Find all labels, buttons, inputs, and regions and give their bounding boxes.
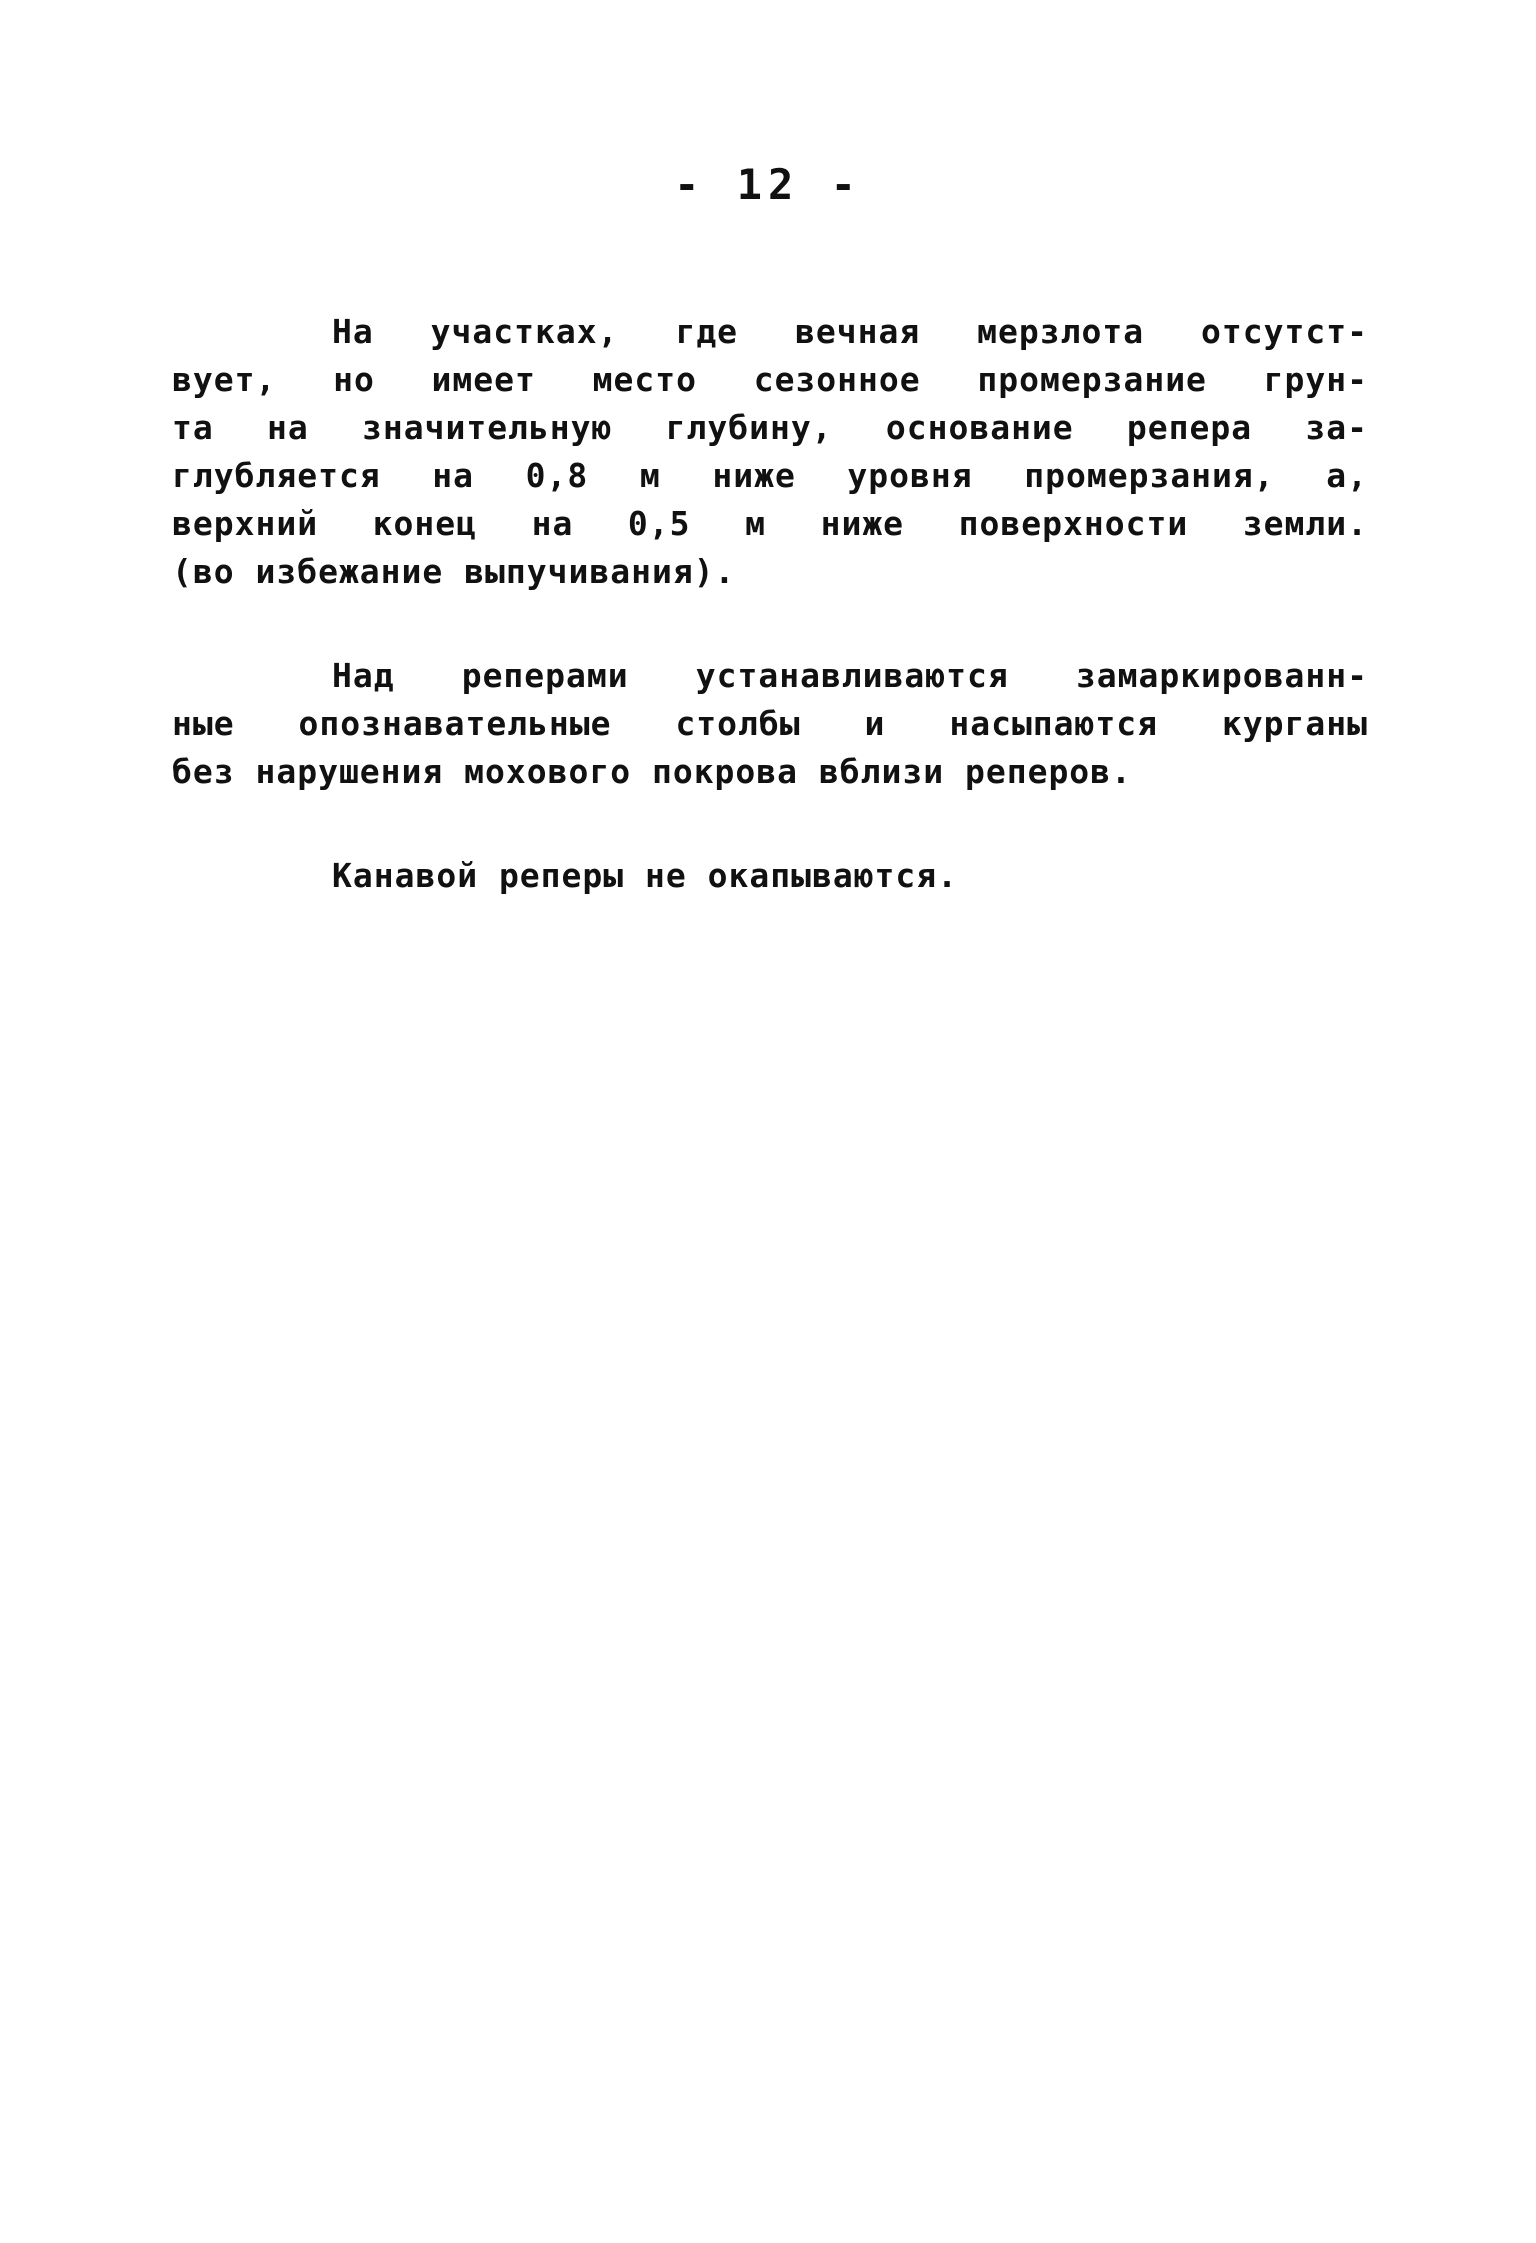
text-line: Над реперами устанавливаются замаркированн- bbox=[332, 656, 1368, 695]
page-number: - 12 - bbox=[674, 160, 862, 209]
paragraph-no-trench bbox=[172, 852, 1368, 900]
paragraph-permafrost-depth bbox=[172, 308, 1368, 596]
body-text bbox=[172, 308, 1368, 956]
text-line: ные опознавательные столбы и насыпаются курганы bbox=[172, 704, 1368, 743]
text-line: верхний конец на 0,5 м ниже поверхности земли. bbox=[172, 504, 1368, 543]
text-line: На участках, где вечная мерзлота отсутст- bbox=[332, 312, 1368, 351]
text-line: (во избежание выпучивания). bbox=[172, 552, 736, 591]
text-line: та на значительную глубину, основание репера за- bbox=[172, 408, 1368, 447]
text-line: Канавой реперы не окапываются. bbox=[332, 856, 959, 895]
text-line: глубляется на 0,8 м ниже уровня промерзания, а, bbox=[172, 456, 1368, 495]
text-line: без нарушения мохового покрова вблизи реперов. bbox=[172, 752, 1132, 791]
text-line: вует, но имеет место сезонное промерзание грун- bbox=[172, 360, 1368, 399]
paragraph-marker-posts bbox=[172, 652, 1368, 796]
